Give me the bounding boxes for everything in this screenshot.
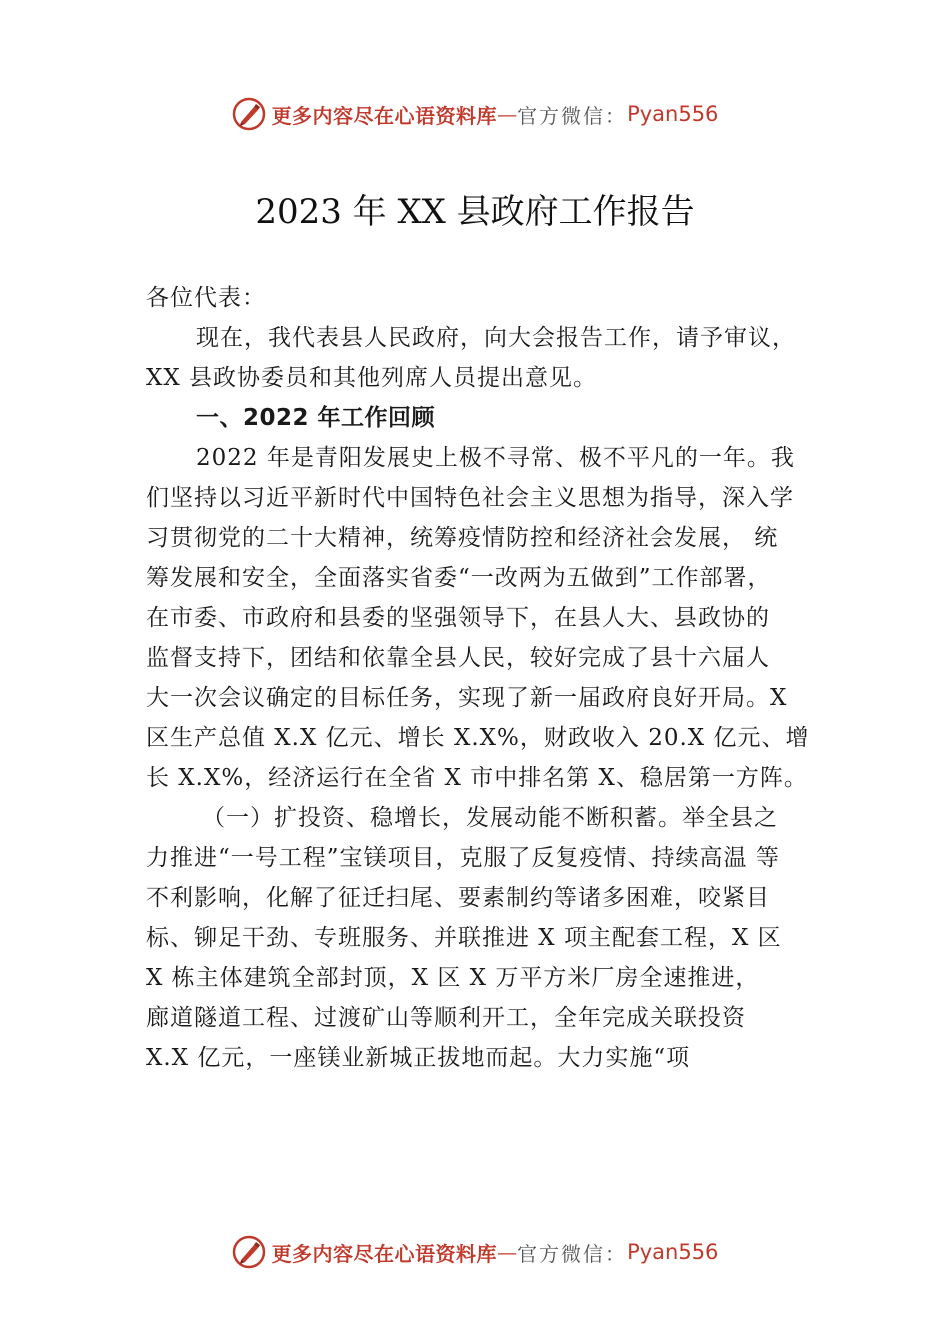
salutation: 各位代表： <box>146 285 266 311</box>
subsection-heading: （一）扩投资、稳增长，发展动能不断积蓄。 <box>202 805 682 831</box>
paragraph-line: X 栋主体建筑全部封顶，X 区 X 万平方米厂房全速推进， <box>146 965 760 991</box>
watermark-dash: — <box>497 1240 518 1264</box>
section-heading: 一、2022 年工作回顾 <box>196 405 436 431</box>
paragraph-text: 举全县之 <box>682 805 778 831</box>
document-title: 2023 年 XX 县政府工作报告 <box>255 192 695 232</box>
document-body <box>146 278 846 1078</box>
paragraph-line: 在市委、市政府和县委的坚强领导下，在县人大、县政协的 <box>146 605 770 631</box>
paragraph-line: 筹发展和安全，全面落实省委“一改两为五做到”工作部署， <box>146 565 772 591</box>
watermark-wechat-id: Pyan556 <box>627 1240 719 1264</box>
paragraph-line: 大一次会议确定的目标任务，实现了新一届政府良好开局。X <box>146 685 788 711</box>
watermark-wechat-label: 官方微信： <box>517 1241 628 1266</box>
intro-line: XX 县政协委员和其他列席人员提出意见。 <box>146 365 598 391</box>
paragraph-line: 标、铆足干劲、专班服务、并联推进 X 项主配套工程，X 区 <box>146 925 782 951</box>
watermark-wechat-id: Pyan556 <box>627 102 719 126</box>
paragraph-line: 们坚持以习近平新时代中国特色社会主义思想为指导，深入学 <box>146 485 794 511</box>
paragraph-line: 监督支持下，团结和依靠全县人民，较好完成了县十六届人 <box>146 645 770 671</box>
watermark-footer <box>0 1232 950 1272</box>
paragraph-line: 区生产总值 X.X 亿元、增长 X.X%，财政收入 20.X 亿元、增 <box>146 725 810 751</box>
subsection-line <box>146 798 846 838</box>
paragraph-line: X.X 亿元，一座镁业新城正拔地而起。大力实施“项 <box>146 1045 691 1071</box>
watermark-dash: — <box>497 102 518 126</box>
paragraph-line: 习贯彻党的二十大精神，统筹疫情防控和经济社会发展， 统 <box>146 525 779 551</box>
paragraph-line: 2022 年是青阳发展史上极不寻常、极不平凡的一年。我 <box>196 445 795 471</box>
watermark-wechat-label: 官方微信： <box>517 103 628 128</box>
paragraph-line: 力推进“一号工程”宝镁项目，克服了反复疫情、持续高温 等 <box>146 845 780 871</box>
watermark-main-text: 更多内容尽在心语资料库 <box>271 1241 498 1266</box>
paragraph-line: 廊道隧道工程、过渡矿山等顺利开工，全年完成关联投资 <box>146 1005 746 1031</box>
paragraph-line: 不利影响，化解了征迁扫尾、要素制约等诸多困难，咬紧目 <box>146 885 770 911</box>
watermark-main-text: 更多内容尽在心语资料库 <box>271 103 498 128</box>
intro-line: 现在，我代表县人民政府，向大会报告工作，请予审议， <box>196 325 796 351</box>
pen-logo-icon <box>232 1235 266 1269</box>
pen-logo-icon <box>232 97 266 131</box>
watermark-header <box>0 94 950 134</box>
paragraph-line: 长 X.X%，经济运行在全省 X 市中排名第 X、稳居第一方阵。 <box>146 765 808 791</box>
